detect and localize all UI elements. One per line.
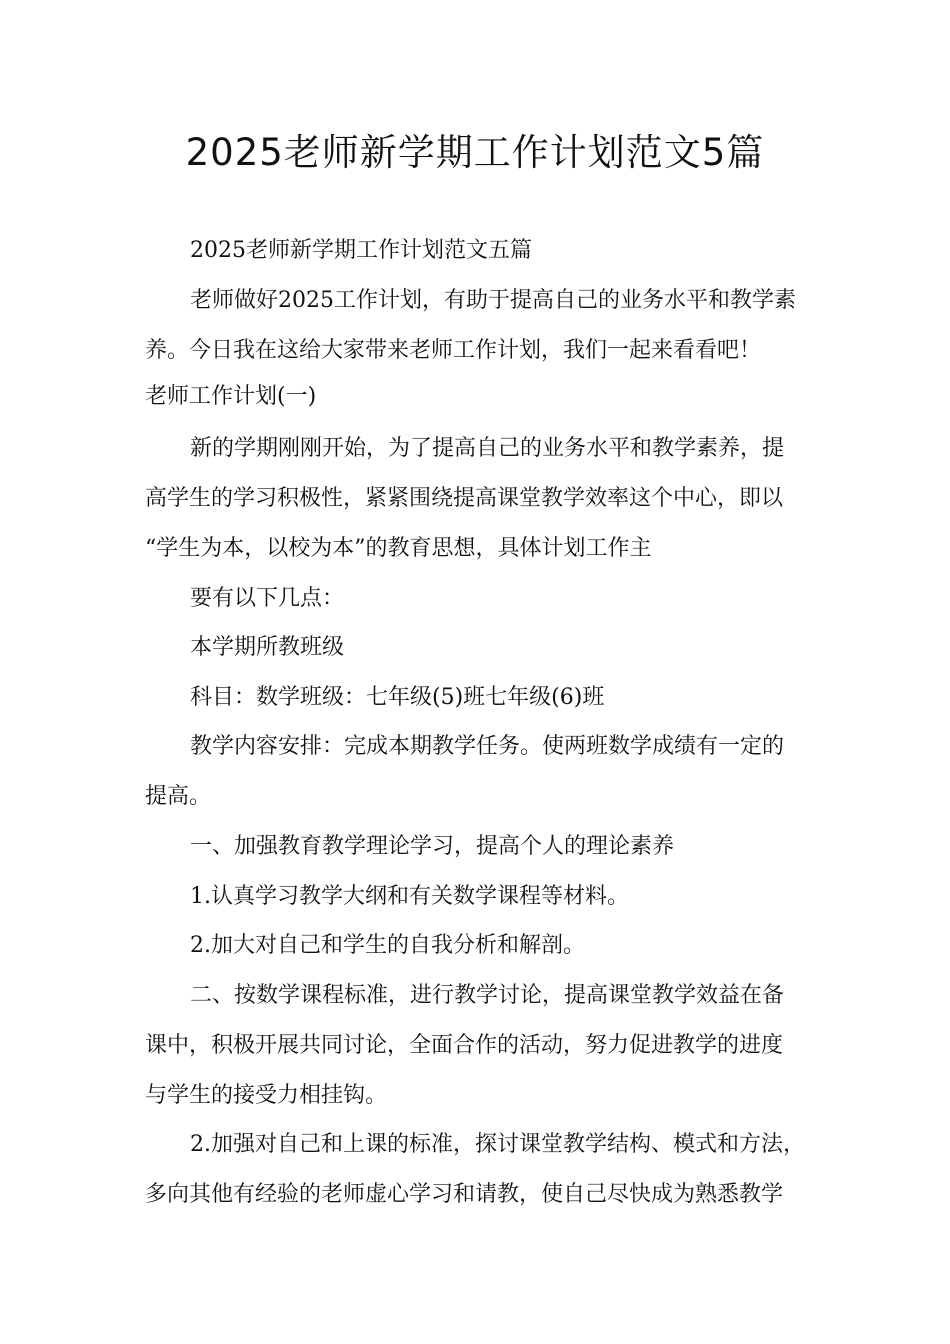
paragraph-line: 本学期所教班级 xyxy=(190,635,345,660)
paragraph-line: “学生为本，以校为本”的教育思想，具体计划工作主 xyxy=(145,536,652,561)
section-heading: 一、加强教育教学理论学习，提高个人的理论素养 xyxy=(190,834,675,859)
paragraph-line: 提高。 xyxy=(145,784,212,809)
paragraph-line: 教学内容安排：完成本期教学任务。使两班数学成绩有一定的 xyxy=(190,734,785,759)
paragraph-line: 养。今日我在这给大家带来老师工作计划，我们一起来看看吧！ xyxy=(145,338,762,363)
list-item: 2.加大对自己和学生的自我分析和解剖。 xyxy=(190,933,585,958)
paragraph-line: 老师做好2025工作计划，有助于提高自己的业务水平和教学素 xyxy=(190,288,796,313)
list-item: 1.认真学习教学大纲和有关数学课程等材料。 xyxy=(190,884,629,909)
paragraph-line: 高学生的学习积极性，紧紧围绕提高课堂教学效率这个中心，即以 xyxy=(145,486,784,511)
list-item: 2.加强对自己和上课的标准，探讨课堂教学结构、模式和方法， xyxy=(190,1132,805,1157)
paragraph-line: 与学生的接受力相挂钩。 xyxy=(145,1083,388,1108)
paragraph-line: 课中，积极开展共同讨论，全面合作的活动，努力促进教学的进度 xyxy=(145,1033,784,1058)
section-heading: 二、按数学课程标准，进行教学讨论，提高课堂教学效益在备 xyxy=(190,983,785,1008)
paragraph-line: 科目：数学班级：七年级(5)班七年级(6)班 xyxy=(190,685,605,710)
subtitle-line: 2025老师新学期工作计划范文五篇 xyxy=(190,238,532,263)
document-title: 2025老师新学期工作计划范文5篇 xyxy=(185,131,765,174)
paragraph-line: 多向其他有经验的老师虚心学习和请教，使自己尽快成为熟悉教学 xyxy=(145,1182,784,1207)
section-heading: 老师工作计划(一) xyxy=(145,384,317,409)
paragraph-line: 新的学期刚刚开始，为了提高自己的业务水平和教学素养，提 xyxy=(190,436,785,461)
paragraph-line: 要有以下几点： xyxy=(190,586,345,611)
